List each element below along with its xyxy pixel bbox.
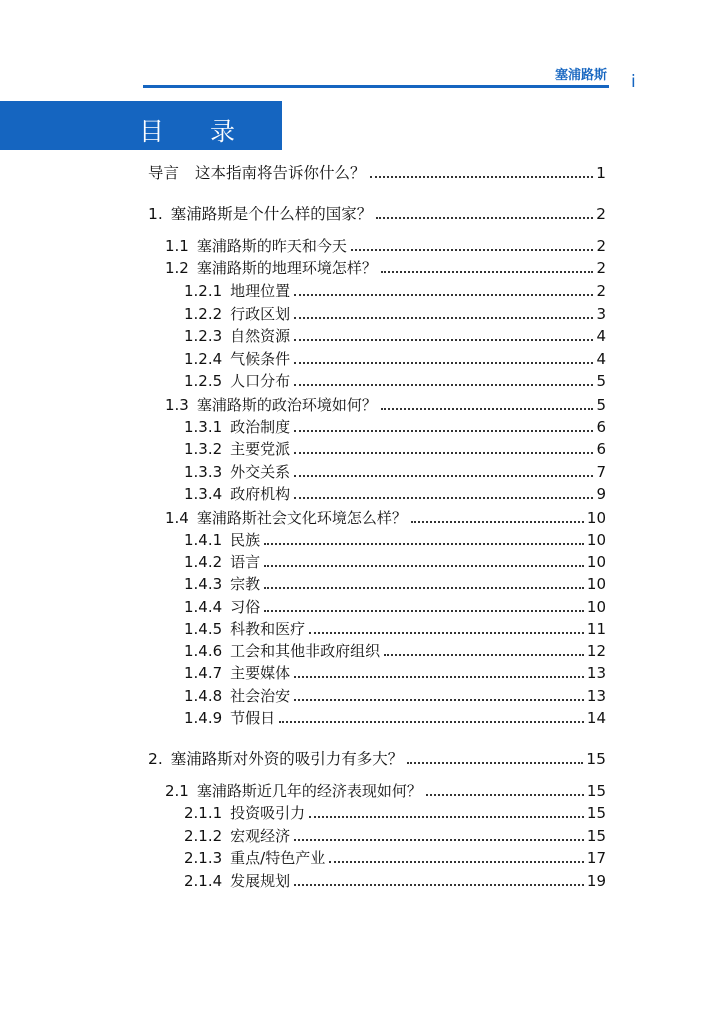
toc-entry[interactable]: [184, 826, 606, 846]
toc-entry-page: 10: [586, 509, 606, 527]
toc-entry-number: 1.3.3: [184, 463, 223, 481]
toc-entry-title: 工会和其他非政府组织: [230, 642, 381, 660]
toc-entry-page: 12: [586, 642, 606, 660]
toc-entry-number: 1.2.1: [184, 282, 223, 300]
toc-entry-number: 2.1.4: [184, 872, 223, 890]
toc-entry-leader: [294, 452, 593, 454]
toc-entry[interactable]: [184, 552, 606, 572]
toc-entry-title: 宏观经济: [230, 827, 291, 845]
toc-entry-page: 2: [596, 237, 606, 255]
toc-entry-title: 塞浦路斯是个什么样的国家？: [170, 205, 373, 223]
toc-entry-leader: [294, 339, 593, 341]
toc-entry-page: 5: [596, 396, 606, 414]
toc-entry-title: 宗教: [230, 575, 261, 593]
toc-entry-leader: [264, 587, 584, 589]
toc-entry-title: 民族: [230, 531, 261, 549]
toc-entry-title: 塞浦路斯的地理环境怎样？: [196, 259, 377, 277]
toc-entry-page: 4: [596, 327, 606, 345]
toc-entry-number: 1.2.5: [184, 372, 223, 390]
toc-entry-leader: [294, 475, 593, 477]
page-number: i: [631, 72, 636, 92]
toc-entry-leader: [294, 839, 584, 841]
toc-entry-leader: [407, 762, 583, 764]
toc-entry-title: 这本指南将告诉你什么？: [195, 164, 366, 182]
toc-entry[interactable]: [165, 508, 606, 528]
toc-entry-leader: [351, 249, 594, 251]
toc-entry[interactable]: [165, 781, 606, 801]
toc-entry[interactable]: [184, 417, 606, 437]
toc-entry-title: 塞浦路斯社会文化环境怎么样？: [196, 509, 407, 527]
toc-entry-page: 10: [586, 575, 606, 593]
toc-entry[interactable]: [184, 597, 606, 617]
toc-entry-title: 重点/特色产业: [230, 849, 326, 867]
toc-entry-page: 4: [596, 350, 606, 368]
toc-entry-page: 15: [586, 782, 606, 800]
toc-entry-title: 行政区划: [230, 305, 291, 323]
toc-entry-title: 发展规划: [230, 872, 291, 890]
toc-entry-title: 语言: [230, 553, 261, 571]
toc-entry-number: 1.4: [165, 509, 189, 527]
toc-entry-title: 塞浦路斯近几年的经济表现如何？: [196, 782, 422, 800]
toc-entry[interactable]: [184, 663, 606, 683]
toc-entry[interactable]: [184, 574, 606, 594]
toc-entry-page: 14: [586, 709, 606, 727]
toc-entry-number: 1.4.7: [184, 664, 223, 682]
toc-entry-title: 塞浦路斯的政治环境如何？: [196, 396, 377, 414]
toc-entry-number: 1.4.2: [184, 553, 223, 571]
toc-entry-page: 9: [596, 485, 606, 503]
toc-entry-leader: [294, 884, 584, 886]
toc-entry-number: 1.4.8: [184, 687, 223, 705]
toc-entry-leader: [329, 861, 584, 863]
toc-entry-leader: [411, 521, 584, 523]
toc-entry[interactable]: [184, 439, 606, 459]
toc-entry-page: 15: [586, 827, 606, 845]
toc-entry-number: 2.1.1: [184, 804, 223, 822]
toc-entry[interactable]: [184, 871, 606, 891]
toc-entry-leader: [264, 543, 584, 545]
toc-entry-page: 6: [596, 440, 606, 458]
toc-entry[interactable]: [184, 619, 606, 639]
toc-entry-number: 1.4.5: [184, 620, 223, 638]
toc-entry[interactable]: [148, 163, 606, 183]
toc-entry-leader: [426, 794, 584, 796]
toc-entry-page: 10: [586, 553, 606, 571]
toc-entry[interactable]: [165, 258, 606, 278]
toc-entry-page: 11: [586, 620, 606, 638]
toc-entry-leader: [376, 217, 593, 219]
toc-entry-page: 19: [586, 872, 606, 890]
toc-entry-page: 17: [586, 849, 606, 867]
toc-entry[interactable]: [184, 349, 606, 369]
toc-entry-number: 1.2: [165, 259, 189, 277]
toc-entry-leader: [309, 816, 584, 818]
toc-entry-title: 地理位置: [230, 282, 291, 300]
toc-entry-title: 节假日: [230, 709, 276, 727]
toc-entry-page: 10: [586, 598, 606, 616]
toc-entry-leader: [264, 610, 584, 612]
toc-entry-title: 习俗: [230, 598, 261, 616]
toc-entry-leader: [294, 699, 584, 701]
toc-entry-leader: [264, 565, 584, 567]
toc-entry-page: 5: [596, 372, 606, 390]
toc-entry-leader: [294, 384, 593, 386]
toc-entry[interactable]: [184, 484, 606, 504]
toc-entry-leader: [294, 294, 593, 296]
toc-entry-title: 自然资源: [230, 327, 291, 345]
toc-entry[interactable]: [165, 236, 606, 256]
toc-entry-leader: [309, 632, 584, 634]
toc-entry[interactable]: [184, 371, 606, 391]
toc-entry-number: 1.4.6: [184, 642, 223, 660]
toc-entry-title: 主要媒体: [230, 664, 291, 682]
toc-entry-leader: [381, 408, 594, 410]
toc-entry[interactable]: [165, 395, 606, 415]
toc-entry-page: 1: [596, 164, 606, 182]
toc-entry-leader: [294, 362, 593, 364]
toc-entry-leader: [384, 654, 584, 656]
toc-entry-leader: [294, 430, 593, 432]
toc-entry-number: 1.4.9: [184, 709, 223, 727]
toc-heading: 目 录: [139, 117, 254, 146]
toc-entry-number: 2.1.2: [184, 827, 223, 845]
toc-entry-number: 1.1: [165, 237, 189, 255]
toc-entry-leader: [370, 176, 594, 178]
toc-entry[interactable]: [184, 462, 606, 482]
toc-entry[interactable]: [184, 848, 606, 868]
toc-entry-title: 政府机构: [230, 485, 291, 503]
toc-entry-title: 社会治安: [230, 687, 291, 705]
toc-entry-leader: [294, 317, 593, 319]
toc-entry-number: 1.3.1: [184, 418, 223, 436]
toc-entry-page: 13: [586, 664, 606, 682]
toc-entry-number: 1.3.2: [184, 440, 223, 458]
toc-entry-page: 15: [586, 804, 606, 822]
toc-entry-leader: [294, 497, 593, 499]
toc-entry-title: 主要党派: [230, 440, 291, 458]
toc-entry-page: 7: [596, 463, 606, 481]
toc-entry[interactable]: [184, 803, 606, 823]
toc-entry-number: 2.1.3: [184, 849, 223, 867]
toc-entry-page: 15: [586, 750, 606, 768]
toc-entry-number: 2.1: [165, 782, 189, 800]
toc-entry-title: 塞浦路斯的昨天和今天: [196, 237, 347, 255]
toc-entry[interactable]: [184, 326, 606, 346]
toc-entry-number: 1.2.3: [184, 327, 223, 345]
toc-entry-page: 10: [586, 531, 606, 549]
toc-entry-leader: [381, 271, 594, 273]
toc-entry-number: 1.2.4: [184, 350, 223, 368]
toc-entry[interactable]: [184, 708, 606, 728]
toc-entry[interactable]: [184, 641, 606, 661]
toc-entry[interactable]: [184, 281, 606, 301]
toc-entry[interactable]: [184, 686, 606, 706]
toc-entry-title: 外交关系: [230, 463, 291, 481]
toc-entry-page: 2: [596, 259, 606, 277]
toc-entry-number: 1.4.3: [184, 575, 223, 593]
toc-entry-number: 导言: [148, 164, 180, 182]
toc-entry-title: 科教和医疗: [230, 620, 306, 638]
header-book-title: 塞浦路斯: [554, 68, 607, 83]
toc-entry-page: 2: [596, 205, 606, 223]
toc-entry-leader: [294, 676, 584, 678]
toc-entry[interactable]: [148, 204, 606, 224]
toc-entry-number: 1.3.4: [184, 485, 223, 503]
toc-entry-page: 6: [596, 418, 606, 436]
toc-entry-title: 气候条件: [230, 350, 291, 368]
toc-entry-number: 1.4.1: [184, 531, 223, 549]
toc-entry-title: 塞浦路斯对外资的吸引力有多大？: [170, 750, 404, 768]
toc-entry-page: 13: [586, 687, 606, 705]
toc-entry-page: 2: [596, 282, 606, 300]
toc-entry-page: 3: [596, 305, 606, 323]
toc-entry-title: 人口分布: [230, 372, 291, 390]
toc-entry-number: 1.: [148, 205, 163, 223]
toc-entry-leader: [279, 721, 584, 723]
toc-entry-title: 投资吸引力: [230, 804, 306, 822]
toc-entry-number: 2.: [148, 750, 163, 768]
toc-entry[interactable]: [184, 530, 606, 550]
toc-entry-number: 1.2.2: [184, 305, 223, 323]
toc-entry-title: 政治制度: [230, 418, 291, 436]
toc-entry[interactable]: [148, 749, 606, 769]
toc-entry[interactable]: [184, 304, 606, 324]
toc-entry-number: 1.4.4: [184, 598, 223, 616]
toc-entry-number: 1.3: [165, 396, 189, 414]
